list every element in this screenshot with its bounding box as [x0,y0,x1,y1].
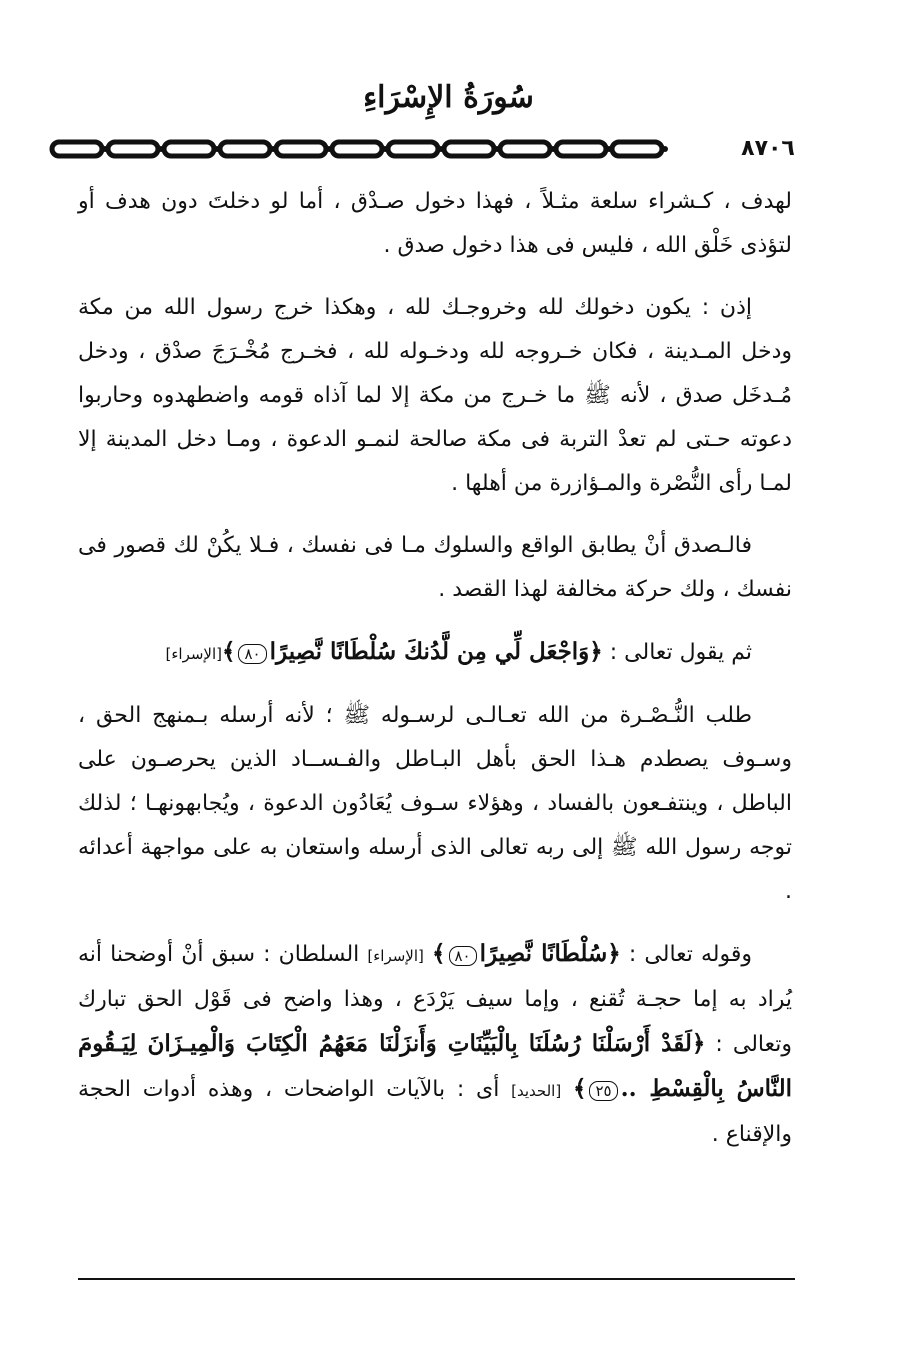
chain-link [108,142,158,156]
chain-link [52,142,102,156]
chain-link [388,142,438,156]
quran-ayah-2: ﴿لَقَدْ أَرْسَلْنَا رُسُلَنَا بِالْبَيِّنَاتِ وَأَنزَلْنَا مَعَهُمُ الْكِتَابَ وَالْمِيـزَانَ لِيَـقُومَ النَّاسُ بِالْقِسْطِ .. [78,1030,792,1102]
ayah-close-2: ﴾ [572,1075,587,1102]
chain-ornament-icon [44,136,714,162]
ayah-close-1: ﴾ [432,940,446,967]
chain-link [444,142,494,156]
chain-link [556,142,606,156]
surah-reference: [الإسراء] [165,645,222,663]
p5-lead: وقوله تعالى : [620,942,752,967]
ayah-number-1: ٨٠ [449,946,477,966]
chain-link [500,142,550,156]
page-number: ٨٧٠٦ [741,136,795,161]
chain-dot [662,146,668,152]
paragraph-2: إذن : يكون دخولك لله وخروجـك لله ، وهكذا خرج رسول الله من مكة ودخل المـدينة ، فكان خـروجه لله ودخـوله لله ، فخـرج مُخْـرَجَ صدْق ، ودخل مُـدخَل صدق ، لأنه ﷺ ما خـرج من مكة إلا لما آذاه قومه واضطهدوه وحاربوا دعوته حـتى لم تعدْ التربة فى مكة صالحة لنمـو الدعوة ، ومـا دخل المدينة إلا لمـا رأى النُّصْرة والمـؤازرة من أهلها . [78,295,792,496]
quran-ayah-1: ﴿سُلْطَانًا نَّصِيرًا [479,940,621,967]
verse-lead: ثم يقول تعالى : [602,640,752,665]
chain-link [220,142,270,156]
ornamental-border [44,136,822,162]
verse-line [78,630,792,676]
surah-reference-1: [الإسراء] [367,947,424,965]
chain-link [612,142,662,156]
page-body [78,180,792,1175]
paragraph-1: لهدف ، كـشراء سلعة مثـلاً ، فهذا دخول صـدْق ، أما لو دخلتَ دون هدف أو لتؤذى خَلْق الله ، فليس فى هذا دخول صدق . [78,189,792,258]
ayah-close-bracket: ﴾ [222,638,236,665]
chain-link [276,142,326,156]
chain-link [164,142,214,156]
p5-middle: السلطان : سبق أنْ أوضحنا أنه يُراد به إما حجـة تُقنع ، وإما سيف يَرْدَع ، وهذا واضح فى قَوْل الحق تبارك وتعالى : [78,942,792,1057]
quran-ayah: ﴿وَاجْعَل لِّي مِن لَّدُنكَ سُلْطَانًا نَّصِيرًا [269,638,603,665]
ayah-number: ٨٠ [238,644,266,664]
ayah-number-2: ٢٥ [589,1081,617,1101]
surah-title: سُورَةُ الإِسْرَاءِ [363,80,534,115]
p5-tail: أى : بالآيات الواضحات ، وهذه أدوات الحجة والإقناع . [78,1077,792,1147]
footer-rule [78,1278,795,1280]
surah-reference-2: [الحديد] [511,1082,562,1100]
paragraph-3: فالـصدق أنْ يطابق الواقع والسلوك مـا فى نفسك ، فـلا يكُنْ لك قصور فى نفسك ، ولك حركة مخالفة لهذا القصد . [78,533,792,602]
paragraph-5 [78,932,792,1157]
chain-link [332,142,382,156]
paragraph-4: طلب النُّـصْـرة من الله تعـالـى لرسـوله ﷺ ؛ لأنه أرسله بـمنهج الحق ، وسـوف يصطدم هـذا الحق بأهل البـاطل والفـســاد الذين يحرصـون على الباطل ، وينتفـعون بالفساد ، وهؤلاء سـوف يُعَادُون الدعوة ، ويُجابهونهـا ؛ لذلك توجه رسول الله ﷺ إلى ربه تعالى الذى أرسله واستعان به على مواجهة أعدائه . [78,703,792,904]
